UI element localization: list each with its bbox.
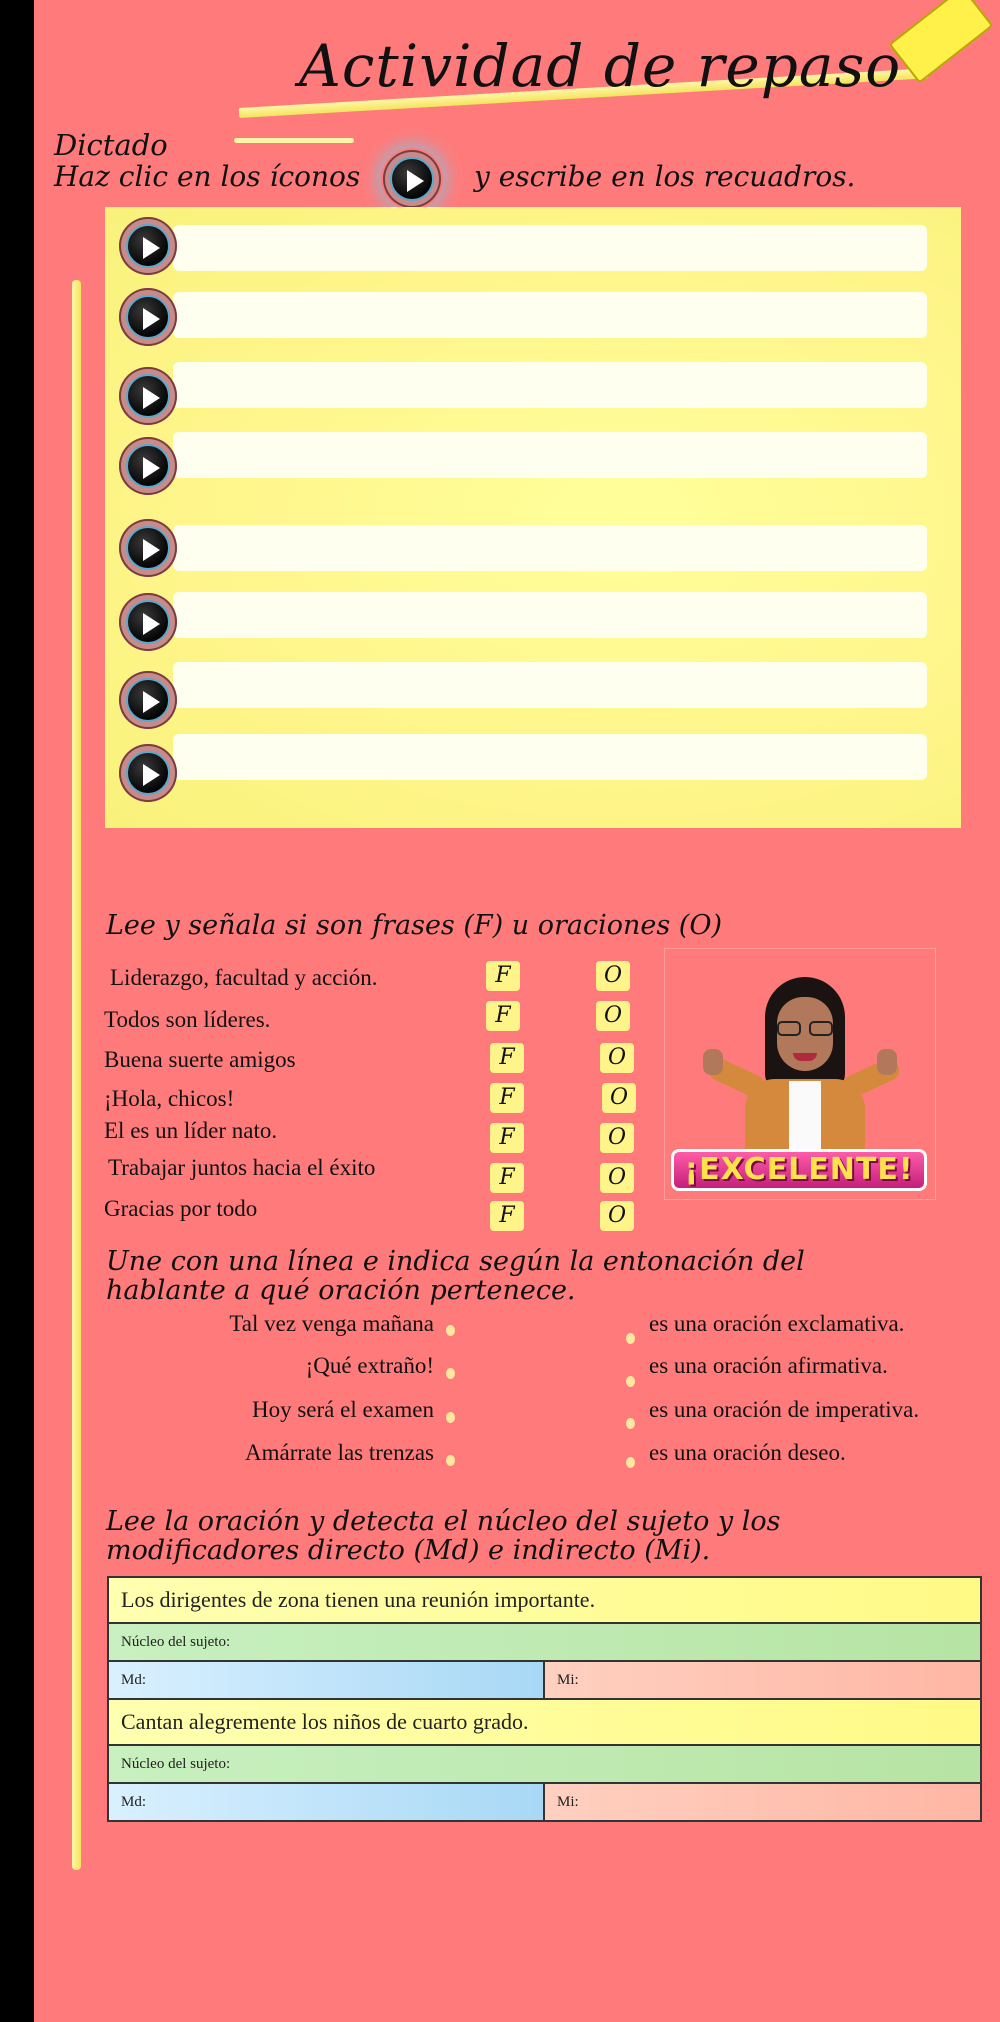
option-o-2[interactable]: O <box>596 1001 630 1031</box>
option-f-4[interactable]: F <box>490 1083 524 1113</box>
nucleo-field-2[interactable] <box>108 1745 981 1783</box>
play-audio-button-2[interactable] <box>119 288 177 346</box>
mi-field-2[interactable] <box>544 1783 981 1821</box>
nucleo-sentence-2: Cantan alegremente los niños de cuarto grado. <box>108 1699 981 1745</box>
frase-item-7: Gracias por todo <box>104 1196 258 1221</box>
option-f-2[interactable]: F <box>486 1001 520 1031</box>
play-audio-button-5[interactable] <box>119 519 177 577</box>
frases-title: Lee y señala si son frases (F) u oraciones (O) <box>106 910 723 941</box>
play-audio-button-7[interactable] <box>119 671 177 729</box>
md-field-1[interactable] <box>108 1661 544 1699</box>
match-dot-right-2[interactable] <box>626 1376 635 1387</box>
option-f-7[interactable]: F <box>490 1201 524 1231</box>
match-dot-left-2[interactable] <box>446 1368 455 1379</box>
md-field-2[interactable] <box>108 1783 544 1821</box>
frase-item-2: Todos son líderes. <box>104 1007 271 1032</box>
entonacion-right-3: es una oración de imperativa. <box>649 1397 920 1422</box>
pencil-stroke-dictado <box>234 138 354 143</box>
match-dot-right-3[interactable] <box>626 1418 635 1429</box>
entonacion-left-4: Amárrate las trenzas <box>244 1440 434 1465</box>
nucleo-table <box>107 1576 982 1822</box>
entonacion-right-4: es una oración deseo. <box>649 1440 846 1465</box>
play-audio-button-4[interactable] <box>119 437 177 495</box>
option-o-7[interactable]: O <box>600 1201 634 1231</box>
mi-input-1[interactable] <box>582 1671 833 1690</box>
instruction-text-2: y escribe en los recuadros. <box>474 160 856 193</box>
bitmoji-shirt <box>789 1081 821 1153</box>
mi-label: Mi: <box>557 1793 579 1810</box>
option-o-1[interactable]: O <box>596 961 630 991</box>
md-input-1[interactable] <box>150 1671 400 1690</box>
frase-item-1: Liderazgo, facultad y acción. <box>110 965 378 990</box>
option-f-3[interactable]: F <box>490 1043 524 1073</box>
entonacion-left-2: ¡Qué extraño! <box>305 1353 434 1378</box>
frase-item-4: ¡Hola, chicos! <box>104 1086 235 1111</box>
option-o-6[interactable]: O <box>600 1163 634 1193</box>
pencil-decoration-left <box>72 280 81 1870</box>
page-title: Actividad de repaso <box>299 32 902 100</box>
match-dot-left-3[interactable] <box>446 1412 455 1423</box>
bitmoji-sticker <box>664 948 936 1200</box>
entonacion-left-1: Tal vez venga mañana <box>229 1311 434 1336</box>
dictado-input-2[interactable] <box>173 292 927 338</box>
nucleo-title-line2: modificadores directo (Md) e indirecto (Mi). <box>106 1535 711 1566</box>
play-audio-button-3[interactable] <box>119 367 177 425</box>
match-dot-right-4[interactable] <box>626 1457 635 1468</box>
frase-item-3: Buena suerte amigos <box>104 1047 296 1072</box>
nucleo-label: Núcleo del sujeto: <box>121 1755 231 1772</box>
entonacion-title-line1: Une con una línea e indica según la entonación del <box>106 1246 805 1277</box>
option-f-1[interactable]: F <box>486 961 520 991</box>
excelente-banner: ¡EXCELENTE! <box>671 1149 927 1191</box>
play-audio-button-1[interactable] <box>119 217 177 275</box>
nucleo-input-1[interactable] <box>234 1633 746 1652</box>
dictado-input-6[interactable] <box>173 592 927 638</box>
frase-item-6: Trabajar juntos hacia el éxito <box>108 1155 376 1180</box>
instruction-text-1: Haz clic en los íconos <box>54 160 361 193</box>
instruction-play-icon <box>381 148 443 210</box>
dictado-input-3[interactable] <box>173 362 927 408</box>
thumbs-up-icon <box>877 1049 897 1075</box>
md-label: Md: <box>121 1671 147 1688</box>
md-label: Md: <box>121 1793 147 1810</box>
option-o-3[interactable]: O <box>600 1043 634 1073</box>
option-f-6[interactable]: F <box>490 1163 524 1193</box>
nucleo-title-line1: Lee la oración y detecta el núcleo del sujeto y los <box>106 1506 781 1537</box>
glasses-icon <box>775 1021 835 1037</box>
dictado-input-1[interactable] <box>173 225 927 271</box>
nucleo-field-1[interactable] <box>108 1623 981 1661</box>
nucleo-input-2[interactable] <box>234 1755 746 1774</box>
option-o-5[interactable]: O <box>600 1123 634 1153</box>
play-audio-button-6[interactable] <box>119 593 177 651</box>
mi-input-2[interactable] <box>582 1793 833 1812</box>
dictado-input-8[interactable] <box>173 734 927 780</box>
thumbs-up-icon <box>703 1049 723 1075</box>
worksheet <box>34 0 1000 2022</box>
entonacion-left-3: Hoy será el examen <box>251 1397 434 1422</box>
nucleo-sentence-1: Los dirigentes de zona tienen una reunión importante. <box>108 1577 981 1623</box>
entonacion-right-2: es una oración afirmativa. <box>649 1353 888 1378</box>
md-input-2[interactable] <box>150 1793 400 1812</box>
dictado-input-5[interactable] <box>173 525 927 571</box>
dictado-label: Dictado <box>54 128 168 162</box>
option-o-4[interactable]: O <box>602 1083 636 1113</box>
mi-field-1[interactable] <box>544 1661 981 1699</box>
option-f-5[interactable]: F <box>490 1123 524 1153</box>
dictado-panel <box>105 207 961 828</box>
nucleo-label: Núcleo del sujeto: <box>121 1633 231 1650</box>
match-dot-right-1[interactable] <box>626 1333 635 1344</box>
frase-item-5: El es un líder nato. <box>104 1118 278 1143</box>
play-audio-button-8[interactable] <box>119 744 177 802</box>
dictado-input-4[interactable] <box>173 432 927 478</box>
mi-label: Mi: <box>557 1671 579 1688</box>
play-icon <box>383 150 441 208</box>
dictado-input-7[interactable] <box>173 662 927 708</box>
match-dot-left-4[interactable] <box>446 1455 455 1466</box>
entonacion-title-line2: hablante a qué oración pertenece. <box>106 1275 576 1306</box>
entonacion-right-1: es una oración exclamativa. <box>649 1311 905 1336</box>
match-dot-left-1[interactable] <box>446 1325 455 1336</box>
